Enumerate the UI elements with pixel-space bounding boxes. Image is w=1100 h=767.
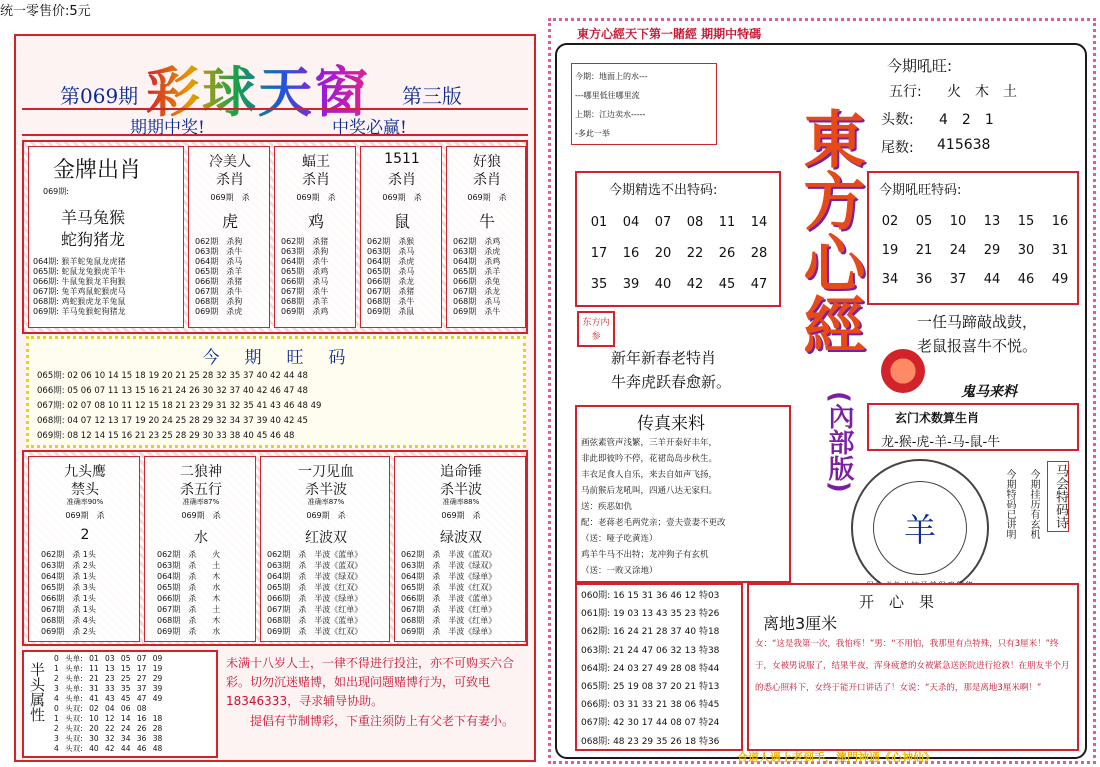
column-subtitle: 禁头 <box>71 482 99 498</box>
column-issue: 069期 杀 <box>382 193 422 202</box>
xuanmen-panel <box>867 403 1079 451</box>
list-item: 069期 杀 2头 <box>41 627 96 636</box>
wangma-panel <box>26 336 526 448</box>
list-item: 065期: 02 06 10 14 15 18 19 20 21 25 28 32 35 37 40 42 44 48 <box>37 371 308 381</box>
number-cell: 01 <box>590 215 608 230</box>
list-item: 063期 杀牛 <box>195 247 243 256</box>
list-item: 067期 杀牛 <box>195 287 243 296</box>
poem-box <box>571 63 717 145</box>
kill-column <box>274 146 356 328</box>
number-cell: 47 <box>750 277 768 292</box>
list-item: 067期 杀牛 <box>281 287 329 296</box>
gold-issue: 069期: <box>43 187 69 196</box>
number-cell: 05 <box>915 214 933 229</box>
lower-column <box>394 456 526 642</box>
poem-line: ---哪里低往哪里流 <box>575 91 640 100</box>
vertical-title: 東方心經 <box>793 107 866 355</box>
number-cell: 20 <box>654 246 672 261</box>
list-item: 062期 杀狗 <box>195 237 243 246</box>
number-cell: 04 <box>622 215 640 230</box>
houwang-tema-title: 今期吼旺特码: <box>879 183 962 198</box>
edition-label: 第三版 <box>402 84 462 108</box>
wangma-rows <box>37 369 321 444</box>
list-item: 065期 杀 3头 <box>41 583 96 592</box>
column-history <box>367 237 414 317</box>
slogan-right: 中奖必赢! <box>332 118 407 138</box>
kaixin-text: 女：“这是我第一次，我怕疼！”男：“不用怕，我那里有点特殊，只有3厘米！”终于，女被男说服了，结果半夜，浑身疲惫的女被紧急送医院进行抢救！在朋友半个月的悉心照料下，女终于能开口讲话了！女说：“天杀的，那是离地3厘米啊！” <box>755 639 1070 693</box>
list-item: 068期 杀 4头 <box>41 616 96 625</box>
column-history <box>401 549 496 637</box>
list-item: 064期 杀 木 <box>157 572 221 581</box>
table-row: 066期: 03 31 33 21 38 06 特45 <box>581 700 720 711</box>
list-item: 068期 杀 半波《红单》 <box>401 616 497 625</box>
column-pick: 水 <box>194 530 208 546</box>
number-cell: 29 <box>983 243 1001 258</box>
list-item: 066期 杀马 <box>281 277 329 286</box>
list-item: 069期 杀 水 <box>157 627 221 636</box>
list-item: 068期 杀 木 <box>157 616 221 625</box>
list-item: 064期 杀鸡 <box>453 257 501 266</box>
column-subtitle: 杀肖 <box>388 172 416 188</box>
column-title: 九头鹰 <box>64 464 106 480</box>
xuanmen-title: 玄门术数算生肖 <box>895 411 980 425</box>
column-rate: 准确率90% <box>66 498 104 506</box>
gold-line1: 羊马兔猴 <box>61 208 126 227</box>
list-item: 062期 杀鸡 <box>453 237 501 246</box>
poem-line: 上期：江边卖水----- <box>575 110 646 119</box>
slogan-bar <box>22 108 528 136</box>
list-item: 063期 杀马 <box>367 247 415 256</box>
number-cell: 30 <box>1017 243 1035 258</box>
number-cell: 13 <box>983 214 1001 229</box>
list-item: 068期 杀羊 <box>281 297 329 306</box>
number-cell: 39 <box>622 277 640 292</box>
list-item: 063期 杀 半波《蓝双》 <box>267 561 363 570</box>
left-page <box>14 34 536 762</box>
weishu-label: 尾数: <box>881 140 914 156</box>
list-item: 069期 杀牛 <box>453 307 501 316</box>
column-pick: 虎 <box>221 212 238 231</box>
column-rate: 准确率87% <box>182 498 220 506</box>
list-item: 063期 杀虎 <box>453 247 501 256</box>
poem2-line: 牛奔虎跃春愈新。 <box>611 373 732 391</box>
list-item: 064期 杀 半波《绿双》 <box>267 572 363 581</box>
history-panel <box>575 583 743 751</box>
column-history <box>281 237 328 317</box>
table-row: 065期: 25 19 08 37 20 21 特13 <box>581 682 720 693</box>
list-item: 066期 杀 木 <box>157 594 221 603</box>
column-history <box>267 549 362 637</box>
column-history <box>157 549 220 637</box>
list-item: 送：疾恶如仇 <box>581 502 633 512</box>
number-cell: 36 <box>915 272 933 287</box>
table-row: 3 头单: 31 33 35 37 39 <box>54 684 163 693</box>
side-note-3: 马会特码诗 <box>1047 461 1069 532</box>
tiger-icon <box>881 349 925 393</box>
number-cell: 31 <box>1051 243 1069 258</box>
table-row: 061期: 19 03 13 43 35 23 特26 <box>581 609 720 620</box>
number-cell: 37 <box>949 272 967 287</box>
list-item: 069期 杀 半波《红双》 <box>267 627 363 636</box>
list-item: 066期 杀猪 <box>195 277 243 286</box>
list-item: 068期 杀马 <box>453 297 501 306</box>
list-item: 066期 杀 半波《绿单》 <box>267 594 363 603</box>
column-title: 一刀见血 <box>298 464 354 480</box>
slogan-left: 期期中奖! <box>130 118 205 138</box>
list-item: 068期: 04 07 12 13 17 19 20 24 25 28 29 32 34 37 39 40 42 45 <box>37 416 308 426</box>
number-cell: 42 <box>686 277 704 292</box>
list-item: 066期 杀龙 <box>367 277 415 286</box>
seal-stamp: 东方内参 <box>577 311 615 347</box>
banner-title: 東方心經天下第一賭經 期期中特碼 <box>577 27 762 41</box>
list-item: 067期 杀 半波《红单》 <box>267 605 363 614</box>
number-cell: 49 <box>1051 272 1069 287</box>
list-item: 068期 杀牛 <box>367 297 415 306</box>
kaixin-subtitle: 离地3厘米 <box>763 614 838 633</box>
list-item: 丰衣足食人自乐，来去自如声飞扬， <box>581 470 718 480</box>
number-cell: 10 <box>949 214 967 229</box>
column-subtitle: 杀肖 <box>216 172 244 188</box>
list-item: 065期 杀 水 <box>157 583 221 592</box>
list-item: 066期 杀 1头 <box>41 594 96 603</box>
column-subtitle: 杀肖 <box>302 172 330 188</box>
number-cell: 02 <box>881 214 899 229</box>
list-item: 062期 杀猪 <box>281 237 329 246</box>
list-item: 069期 杀虎 <box>195 307 243 316</box>
number-cell: 26 <box>718 246 736 261</box>
lower-grid <box>22 450 528 646</box>
list-item: 065期 杀羊 <box>453 267 501 276</box>
list-item: 067期: 02 07 08 10 11 12 15 18 21 23 29 31 32 35 41 43 46 48 49 <box>37 401 322 411</box>
poem2-line: 新年新春老特肖 <box>611 349 717 367</box>
list-item: 066期: 05 06 07 11 13 15 16 21 24 26 30 32 37 40 42 46 47 48 <box>37 386 308 396</box>
list-item: 069期: 08 12 14 15 16 21 23 25 28 29 30 33 38 40 45 46 48 <box>37 431 295 441</box>
houwang-title: 今期吼旺: <box>887 57 953 75</box>
list-item: 066期 杀 半波《蓝单》 <box>401 594 497 603</box>
lower-column <box>28 456 140 642</box>
list-item: 065期 杀鸡 <box>281 267 329 276</box>
list-item: 069期 杀鼠 <box>367 307 415 316</box>
masthead-title: 彩球天窗 <box>146 50 370 127</box>
gold-line2: 蛇狗猪龙 <box>61 230 126 249</box>
half-head-table <box>22 650 218 758</box>
number-cell: 14 <box>750 215 768 230</box>
number-cell: 11 <box>718 215 736 230</box>
column-issue: 069期 杀 <box>210 193 250 202</box>
number-cell: 17 <box>590 246 608 261</box>
toushu-value: 4 2 1 <box>939 112 994 128</box>
houwang-panel <box>867 51 1077 165</box>
side-note-2: 今期挂历有玄机 <box>1028 469 1039 539</box>
table-row: 063期: 21 24 47 06 32 13 特38 <box>581 645 720 656</box>
list-item: 068期: 鸡蛇猴虎龙羊兔鼠 <box>33 297 126 306</box>
half-head-rows <box>54 654 162 754</box>
table-row: 2 头单: 21 23 25 27 29 <box>54 674 163 683</box>
kill-column <box>360 146 442 328</box>
column-subtitle: 杀肖 <box>473 172 501 188</box>
half-head-label: 半头属性 <box>28 662 46 722</box>
buchu-panel <box>575 171 781 307</box>
column-subtitle: 杀半波 <box>305 482 347 498</box>
list-item: 064期 杀虎 <box>367 257 415 266</box>
list-item: 062期 杀猴 <box>367 237 415 246</box>
list-item: 062期 杀 火 <box>157 550 221 559</box>
list-item: 065期 杀 半波《红双》 <box>401 583 497 592</box>
toushu-label: 头数: <box>881 112 914 128</box>
zhenchuan-lines <box>581 435 726 579</box>
table-row: 060期: 16 15 31 36 46 12 特03 <box>581 591 720 601</box>
lower-column <box>144 456 256 642</box>
list-item: 064期 杀马 <box>195 257 243 266</box>
list-item: 063期 杀狗 <box>281 247 329 256</box>
buchu-grid <box>583 207 779 300</box>
column-pick: 2 <box>80 527 90 543</box>
column-issue: 069期 杀 <box>467 193 507 202</box>
column-issue: 069期 杀 <box>441 511 481 520</box>
wuxing-label: 五行: <box>889 84 922 100</box>
list-item: 064期 杀 1头 <box>41 572 96 581</box>
list-item: 066期: 牛鼠兔猴龙羊狗猴 <box>33 277 126 286</box>
column-subtitle: 杀五行 <box>180 482 222 498</box>
poem-line: -多此一举 <box>575 129 610 138</box>
column-issue: 069期 杀 <box>306 511 346 520</box>
number-cell: 08 <box>686 215 704 230</box>
number-cell: 24 <box>949 243 967 258</box>
issue-number: 第069期 <box>60 84 139 108</box>
list-item: 069期 杀鸡 <box>281 307 329 316</box>
number-cell: 22 <box>686 246 704 261</box>
number-cell: 45 <box>718 277 736 292</box>
zhenchuan-panel <box>575 405 791 583</box>
number-cell: 44 <box>983 272 1001 287</box>
list-item: 067期: 兔羊鸡鼠蛇猴虎马 <box>33 287 126 296</box>
column-pick: 绿波双 <box>440 530 482 546</box>
list-item: 069期: 羊马兔猴蛇狗猪龙 <box>33 307 126 316</box>
right-page <box>548 18 1096 764</box>
price-label: 统一零售价:5元 <box>0 4 91 19</box>
column-title: 二狼神 <box>180 464 222 480</box>
list-item: 062期 杀 半波《蓝单》 <box>267 550 363 559</box>
number-cell: 19 <box>881 243 899 258</box>
list-item: 马前猴后龙吼叫，四通八达无家归。 <box>581 486 718 496</box>
column-pick: 鼠 <box>393 212 410 231</box>
table-row: 4 头单: 41 43 45 47 49 <box>54 694 163 703</box>
list-item: 画弦素管声浅繁，三羊开泰好丰年， <box>581 438 718 448</box>
table-row: 2 头双: 20 22 24 26 28 <box>54 724 163 733</box>
list-item: 067期 杀猪 <box>367 287 415 296</box>
list-item: 067期 杀 土 <box>157 605 221 614</box>
table-row: 067期: 42 30 17 44 08 07 特24 <box>581 718 720 729</box>
buchu-title: 今期精选不出特码: <box>609 183 718 198</box>
notice-text-2: 提倡有节制博彩，下重注须防上有父老下有妻小。 <box>250 714 515 728</box>
list-item: 配：老蒋老毛两党亲；壹夫壹妻不更改 <box>581 518 726 528</box>
lower-column <box>260 456 390 642</box>
list-item: 067期 杀 半波《红单》 <box>401 605 497 614</box>
column-issue: 069期 杀 <box>65 511 105 520</box>
kill-column <box>188 146 270 328</box>
kaixin-title: 开 心 果 <box>859 593 935 611</box>
number-cell: 16 <box>622 246 640 261</box>
wuxing-value: 火 木 土 <box>947 84 1017 100</box>
poem-line: 今期：地面上的水--- <box>575 72 648 81</box>
column-subtitle: 杀半波 <box>440 482 482 498</box>
xuanmen-list: 龙-猴-虎-羊-马-鼠-牛 <box>881 435 1001 450</box>
list-item: 068期 杀狗 <box>195 297 243 306</box>
column-title: 追命锤 <box>440 464 482 480</box>
column-rate: 准确率87% <box>307 498 345 506</box>
table-row: 4 头双: 40 42 44 46 48 <box>54 744 163 753</box>
poem3-line: 一任马蹄敲战鼓， <box>917 313 1038 331</box>
number-cell: 35 <box>590 277 608 292</box>
number-cell: 16 <box>1051 214 1069 229</box>
number-cell: 28 <box>750 246 768 261</box>
column-history <box>41 549 96 637</box>
table-row: 1 头单: 11 13 15 17 19 <box>54 664 163 673</box>
list-item: （送：哑子吃黄连） <box>581 534 658 544</box>
column-title: 好狼 <box>473 154 501 170</box>
table-row: 0 头单: 01 03 05 07 09 <box>54 654 163 663</box>
column-issue: 069期 杀 <box>181 511 221 520</box>
list-item: 065期 杀 半波《红双》 <box>267 583 363 592</box>
houwang-tema-grid <box>873 207 1077 294</box>
wangma-title: 今 期 旺 码 <box>202 348 350 368</box>
list-item: 非此即彼吟不停，花裙岛岛步秋生。 <box>581 454 718 464</box>
column-history <box>453 237 500 317</box>
list-item: 067期 杀 1头 <box>41 605 96 614</box>
weishu-value: 415638 <box>937 137 991 153</box>
column-title: 1511 <box>384 151 420 167</box>
list-item: 063期 杀 半波《绿双》 <box>401 561 497 570</box>
list-item: 065期 杀马 <box>367 267 415 276</box>
list-item: 065期: 蛇鼠龙兔猴虎羊牛 <box>33 267 126 276</box>
gold-panel <box>28 146 184 328</box>
list-item: 065期 杀羊 <box>195 267 243 276</box>
list-item: （送：一败又涂地） <box>581 566 658 576</box>
column-title: 蝠王 <box>302 154 330 170</box>
table-row: 0 头双: 02 04 06 08 <box>54 704 147 713</box>
number-cell: 15 <box>1017 214 1035 229</box>
list-item: 064期 杀牛 <box>281 257 329 266</box>
number-cell: 21 <box>915 243 933 258</box>
vertical-subtitle: (內部版) <box>824 391 854 493</box>
notice-text: 未满十八岁人士，一律不得进行投注，亦不可购买六合彩。切勿沉迷赌博，如出现问题赌博行为，可致电18346333，寻求辅导协助。 <box>226 656 515 708</box>
list-item: 062期 杀 半波《蓝双》 <box>401 550 497 559</box>
gold-title: 金牌出肖 <box>53 158 142 183</box>
list-item: 063期 杀 2头 <box>41 561 96 570</box>
column-issue: 069期 杀 <box>296 193 336 202</box>
upper-grid <box>22 140 528 334</box>
column-rate: 准确率88% <box>442 498 480 506</box>
list-item: 067期 杀龙 <box>453 287 501 296</box>
poem3-line: 老鼠报喜牛不悦。 <box>917 337 1038 355</box>
table-row: 064期: 24 03 27 49 28 08 特44 <box>581 663 720 674</box>
column-pick: 红波双 <box>305 530 347 546</box>
number-cell: 46 <box>1017 272 1035 287</box>
table-row: 068期: 48 23 29 35 26 18 特36 <box>581 736 720 747</box>
history-list <box>577 585 741 753</box>
column-pick: 牛 <box>478 212 495 231</box>
list-item: 066期 杀兔 <box>453 277 501 286</box>
column-title: 冷美人 <box>209 154 251 170</box>
guima-label: 鬼马来料 <box>961 384 1017 400</box>
kill-column <box>446 146 526 328</box>
list-item: 064期: 猴羊蛇兔鼠龙虎猪 <box>33 257 126 266</box>
zhenchuan-title: 传真来料 <box>637 414 705 434</box>
list-item: 062期 杀 1头 <box>41 550 96 559</box>
list-item: 068期 杀 半波《蓝单》 <box>267 616 363 625</box>
list-item: 069期 杀 半波《绿单》 <box>401 627 497 636</box>
houwang-tema-panel <box>867 171 1079 305</box>
kaixin-panel <box>747 583 1079 751</box>
footer-slogan: 合道人遇上老到手，澳門神通《心神仙》 <box>737 751 935 764</box>
number-cell: 34 <box>881 272 899 287</box>
column-pick: 鸡 <box>307 212 324 231</box>
table-row: 1 头双: 10 12 14 16 18 <box>54 714 163 723</box>
list-item: 063期 杀 土 <box>157 561 221 570</box>
number-cell: 07 <box>654 215 672 230</box>
zodiac-wheel <box>851 459 989 597</box>
table-row: 3 头双: 30 32 34 36 38 <box>54 734 163 743</box>
side-note-1: 今期特码已讲明 <box>1004 469 1015 539</box>
column-history <box>195 237 242 317</box>
wheel-center: 羊 <box>903 511 936 549</box>
gold-history <box>33 257 183 317</box>
list-item: 鸡羊牛马不出特；龙冲狗子有玄机 <box>581 550 709 560</box>
number-cell: 40 <box>654 277 672 292</box>
list-item: 064期 杀 半波《绿单》 <box>401 572 497 581</box>
table-row: 062期: 16 24 21 28 37 40 特18 <box>581 627 720 638</box>
